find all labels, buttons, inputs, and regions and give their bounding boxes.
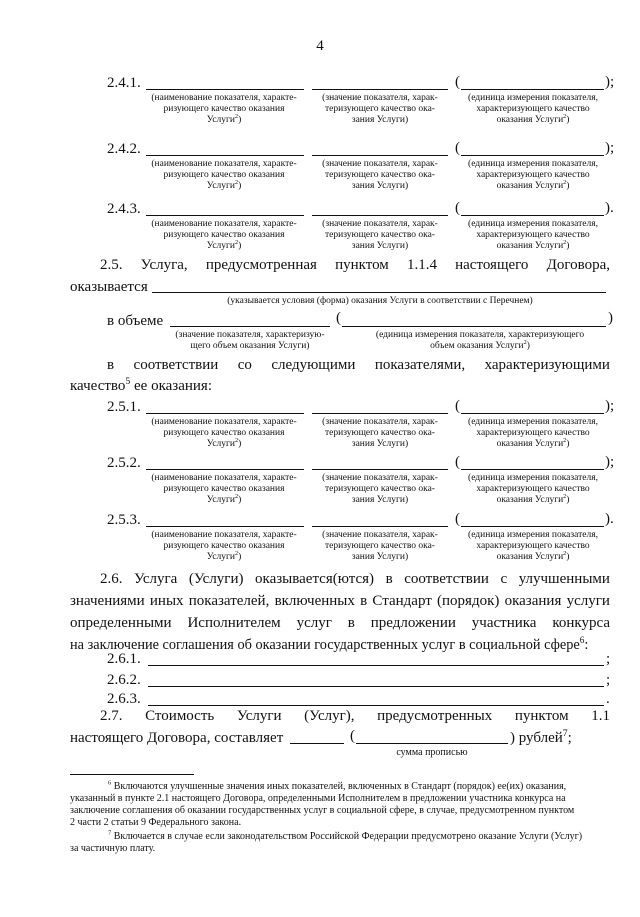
indicator-value-field[interactable] bbox=[312, 526, 448, 527]
indicator-unit-caption bbox=[452, 159, 614, 192]
volume-value-field[interactable] bbox=[170, 326, 330, 327]
item-number: 2.5.2. bbox=[107, 455, 141, 471]
volume-open-paren: ( bbox=[336, 310, 341, 326]
cost-label: настоящего Договора, составляет bbox=[70, 730, 284, 746]
para-2-5-line3 bbox=[107, 356, 610, 374]
unit-open-paren: ( bbox=[455, 511, 460, 527]
para-2-5-line1 bbox=[100, 256, 610, 274]
indicator-name-field[interactable] bbox=[146, 413, 304, 414]
cost-in-words-field[interactable] bbox=[356, 743, 508, 744]
unit-close-paren: ); bbox=[605, 140, 615, 156]
caption-line: (значение показателя, харак- bbox=[322, 93, 438, 103]
item-number: 2.5.3. bbox=[107, 512, 141, 528]
footnote-7 bbox=[70, 831, 615, 855]
caption-line: Услуги$^2$) bbox=[206, 550, 242, 562]
word: настоящего bbox=[455, 257, 529, 273]
unit-close-paren: ); bbox=[605, 398, 615, 414]
indicator-name-field[interactable] bbox=[146, 155, 304, 156]
caption-line: характеризующего качество bbox=[476, 230, 590, 240]
indicator-unit-caption bbox=[452, 417, 614, 450]
page-number: 4 bbox=[316, 38, 324, 54]
word: в bbox=[107, 357, 115, 373]
cost-amount-field[interactable] bbox=[290, 743, 344, 744]
caption-line: теризующего качество ока- bbox=[325, 541, 435, 551]
word: 2.5. bbox=[100, 257, 123, 273]
caption-line: зания Услуги) bbox=[351, 241, 409, 251]
caption-line: оказания Услуги$^2$) bbox=[496, 437, 570, 449]
indicator-name-caption bbox=[140, 159, 308, 192]
caption-line: (значение показателя, харак- bbox=[322, 530, 438, 540]
unit-close-paren: ); bbox=[605, 74, 615, 90]
indicator-unit-field[interactable] bbox=[461, 469, 604, 470]
caption-line: (значение показателя, характеризую- bbox=[175, 330, 325, 340]
provided-label: оказывается bbox=[70, 279, 148, 295]
caption-line: (наименование показателя, характе- bbox=[151, 219, 297, 229]
indicator-unit-field[interactable] bbox=[461, 89, 604, 90]
improved-indicator-field[interactable] bbox=[148, 705, 604, 706]
caption-line: (наименование показателя, характе- bbox=[151, 417, 297, 427]
word: соответствии bbox=[133, 357, 219, 373]
item-number: 2.6.2. bbox=[107, 672, 141, 688]
caption-line: Услуги$^2$) bbox=[206, 113, 242, 125]
unit-close-paren: ). bbox=[605, 511, 614, 527]
para-2-6-line2: значениями иных показателей, включенных в Стандарт (порядок) оказания услуги bbox=[70, 593, 610, 609]
footnote-6 bbox=[70, 781, 615, 829]
volume-unit-caption bbox=[352, 330, 608, 352]
caption-line: ризующего качество оказания bbox=[163, 541, 285, 551]
indicator-value-caption bbox=[308, 417, 452, 450]
indicator-unit-field[interactable] bbox=[461, 526, 604, 527]
indicator-name-caption bbox=[140, 417, 308, 450]
indicator-value-caption bbox=[308, 473, 452, 506]
word: Договора, bbox=[546, 257, 610, 273]
indicator-name-caption bbox=[140, 93, 308, 126]
caption-line: объем оказания Услуги$^2$) bbox=[430, 339, 530, 351]
caption-line: зания Услуги) bbox=[351, 495, 409, 505]
cost-open-paren: ( bbox=[350, 728, 355, 744]
indicator-name-field[interactable] bbox=[146, 215, 304, 216]
caption-line: ризующего качество оказания bbox=[163, 104, 285, 114]
caption-line: зания Услуги) bbox=[351, 439, 409, 449]
word: со bbox=[237, 357, 252, 373]
indicator-name-caption bbox=[140, 530, 308, 563]
caption-line: ризующего качество оказания bbox=[163, 170, 285, 180]
unit-open-paren: ( bbox=[455, 200, 460, 216]
volume-unit-field[interactable] bbox=[342, 326, 606, 327]
para-2-6-line1: 2.6. Услуга (Услуги) оказывается(ются) в соответствии с улучшенными bbox=[100, 571, 610, 587]
indicator-unit-caption bbox=[452, 473, 614, 506]
caption-line: (значение показателя, харак- bbox=[322, 219, 438, 229]
indicator-name-field[interactable] bbox=[146, 469, 304, 470]
indicator-name-field[interactable] bbox=[146, 526, 304, 527]
caption-line: (единица измерения показателя, bbox=[468, 473, 598, 483]
caption-line: теризующего качество ока- bbox=[325, 230, 435, 240]
indicator-value-caption bbox=[308, 93, 452, 126]
caption-line: теризующего качество ока- bbox=[325, 170, 435, 180]
indicator-value-field[interactable] bbox=[312, 469, 448, 470]
word: Услуга, bbox=[140, 257, 188, 273]
caption-line: характеризующего качество bbox=[476, 428, 590, 438]
word: следующими bbox=[271, 357, 356, 373]
caption-line: ризующего качество оказания bbox=[163, 428, 285, 438]
unit-close-paren: ). bbox=[605, 200, 614, 216]
item-end: . bbox=[606, 691, 610, 707]
caption-line: (единица измерения показателя, bbox=[468, 417, 598, 427]
word: характеризующими bbox=[484, 357, 610, 373]
footnote-line: $^7$ Включается в случае если законодательством Российской Федерации предусмотрено оказание Услуги (Услуг) bbox=[108, 829, 583, 842]
indicator-unit-caption bbox=[452, 530, 614, 563]
volume-value-caption bbox=[160, 330, 340, 352]
conditions-caption: (указывается условия (форма) оказания Услуги в соответствии с Перечнем) bbox=[227, 296, 533, 306]
caption-line: (единица измерения показателя, bbox=[468, 159, 598, 169]
item-number: 2.6.3. bbox=[107, 691, 141, 707]
indicator-unit-field[interactable] bbox=[461, 413, 604, 414]
unit-open-paren: ( bbox=[455, 454, 460, 470]
improved-indicator-field[interactable] bbox=[148, 665, 604, 666]
caption-line: оказания Услуги$^2$) bbox=[496, 239, 570, 251]
caption-line: оказания Услуги$^2$) bbox=[496, 550, 570, 562]
word: предусмотренная bbox=[205, 257, 317, 273]
indicator-unit-caption bbox=[452, 93, 614, 126]
caption-line: (единица измерения показателя, bbox=[468, 93, 598, 103]
para-2-5-line4: качество$^5$ ее оказания: bbox=[70, 376, 213, 394]
caption-line: (единица измерения показателя, bbox=[468, 219, 598, 229]
word: показателями, bbox=[374, 357, 466, 373]
caption-line: Услуги$^2$) bbox=[206, 437, 242, 449]
volume-close-paren: ) bbox=[608, 310, 613, 326]
caption-line: характеризующего качество bbox=[476, 170, 590, 180]
item-end: ; bbox=[606, 651, 611, 667]
para-2-7-line1: 2.7. Стоимость Услуги (Услуг), предусмотренных пунктом 1.1 bbox=[100, 708, 610, 724]
caption-line: (значение показателя, харак- bbox=[322, 159, 438, 169]
improved-indicator-field[interactable] bbox=[148, 686, 604, 687]
caption-line: ризующего качество оказания bbox=[163, 484, 285, 494]
item-number: 2.4.2. bbox=[107, 141, 141, 157]
indicator-value-caption bbox=[308, 219, 452, 252]
footnote-line: заключение соглашения об оказании государственных услуг в социальной сфере, в случае, предусмотренном пунктом bbox=[70, 805, 575, 816]
caption-line: зания Услуги) bbox=[351, 552, 409, 562]
item-end: ; bbox=[606, 672, 611, 688]
indicator-unit-field[interactable] bbox=[461, 215, 604, 216]
caption-line: характеризующего качество bbox=[476, 541, 590, 551]
indicator-name-field[interactable] bbox=[146, 89, 304, 90]
footnote-separator bbox=[70, 774, 194, 775]
caption-line: (наименование показателя, характе- bbox=[151, 159, 297, 169]
caption-line: оказания Услуги$^2$) bbox=[496, 113, 570, 125]
caption-line: щего объем оказания Услуги) bbox=[190, 341, 310, 351]
indicator-name-caption bbox=[140, 219, 308, 252]
item-number: 2.5.1. bbox=[107, 399, 141, 415]
conditions-field[interactable] bbox=[152, 292, 606, 293]
caption-line: Услуги$^2$) bbox=[206, 493, 242, 505]
unit-open-paren: ( bbox=[455, 398, 460, 414]
indicator-name-caption bbox=[140, 473, 308, 506]
caption-line: (наименование показателя, характе- bbox=[151, 530, 297, 540]
caption-line: теризующего качество ока- bbox=[325, 104, 435, 114]
caption-line: (наименование показателя, характе- bbox=[151, 473, 297, 483]
word: пунктом bbox=[335, 257, 389, 273]
unit-open-paren: ( bbox=[455, 74, 460, 90]
indicator-value-caption bbox=[308, 530, 452, 563]
caption-line: (значение показателя, харак- bbox=[322, 473, 438, 483]
item-number: 2.4.3. bbox=[107, 201, 141, 217]
indicator-value-field[interactable] bbox=[312, 155, 448, 156]
caption-line: теризующего качество ока- bbox=[325, 484, 435, 494]
indicator-unit-caption bbox=[452, 219, 614, 252]
volume-label: в объеме bbox=[107, 313, 164, 329]
footnote-line: указанный в пункте 2.1 настоящего Договора, определенными Исполнителем в предложении участника конкурса на bbox=[70, 793, 566, 804]
unit-close-paren: ); bbox=[605, 454, 615, 470]
footnote-line: за частичную плату. bbox=[70, 843, 156, 854]
caption-line: (единица измерения показателя, bbox=[468, 530, 598, 540]
caption-line: (единица измерения показателя, характеризующего bbox=[375, 330, 585, 340]
indicator-value-field[interactable] bbox=[312, 413, 448, 414]
item-number: 2.6.1. bbox=[107, 651, 141, 667]
word: 1.1.4 bbox=[406, 257, 437, 273]
caption-line: оказания Услуги$^2$) bbox=[496, 493, 570, 505]
caption-line: ризующего качество оказания bbox=[163, 230, 285, 240]
cost-rubles: ) рублей$^7$; bbox=[510, 728, 572, 746]
caption-line: зания Услуги) bbox=[351, 115, 409, 125]
footnote-line: 2 части 2 статьи 9 Федерального закона. bbox=[70, 817, 242, 828]
caption-line: характеризующего качество bbox=[476, 484, 590, 494]
para-2-6-line3: определенными Исполнителем услуг в предложении участника конкурса bbox=[70, 615, 610, 631]
caption-line: оказания Услуги$^2$) bbox=[496, 179, 570, 191]
caption-line: зания Услуги) bbox=[351, 181, 409, 191]
indicator-value-field[interactable] bbox=[312, 215, 448, 216]
caption-line: Услуги$^2$) bbox=[206, 179, 242, 191]
indicator-unit-field[interactable] bbox=[461, 155, 604, 156]
unit-open-paren: ( bbox=[455, 140, 460, 156]
amount-caption: сумма прописью bbox=[396, 747, 468, 758]
indicator-value-field[interactable] bbox=[312, 89, 448, 90]
caption-line: (значение показателя, харак- bbox=[322, 417, 438, 427]
caption-line: характеризующего качество bbox=[476, 104, 590, 114]
item-number: 2.4.1. bbox=[107, 75, 141, 91]
indicator-value-caption bbox=[308, 159, 452, 192]
caption-line: теризующего качество ока- bbox=[325, 428, 435, 438]
caption-line: (наименование показателя, характе- bbox=[151, 93, 297, 103]
caption-line: Услуги$^2$) bbox=[206, 239, 242, 251]
footnote-line: $^6$ Включаются улучшенные значения иных показателей, включенных в Стандарт (порядок) ее(их) оказания, bbox=[108, 779, 567, 792]
para-2-6-line4: на заключение соглашения об оказании государственных услуг в социальной сфере$^6$: bbox=[70, 636, 589, 653]
